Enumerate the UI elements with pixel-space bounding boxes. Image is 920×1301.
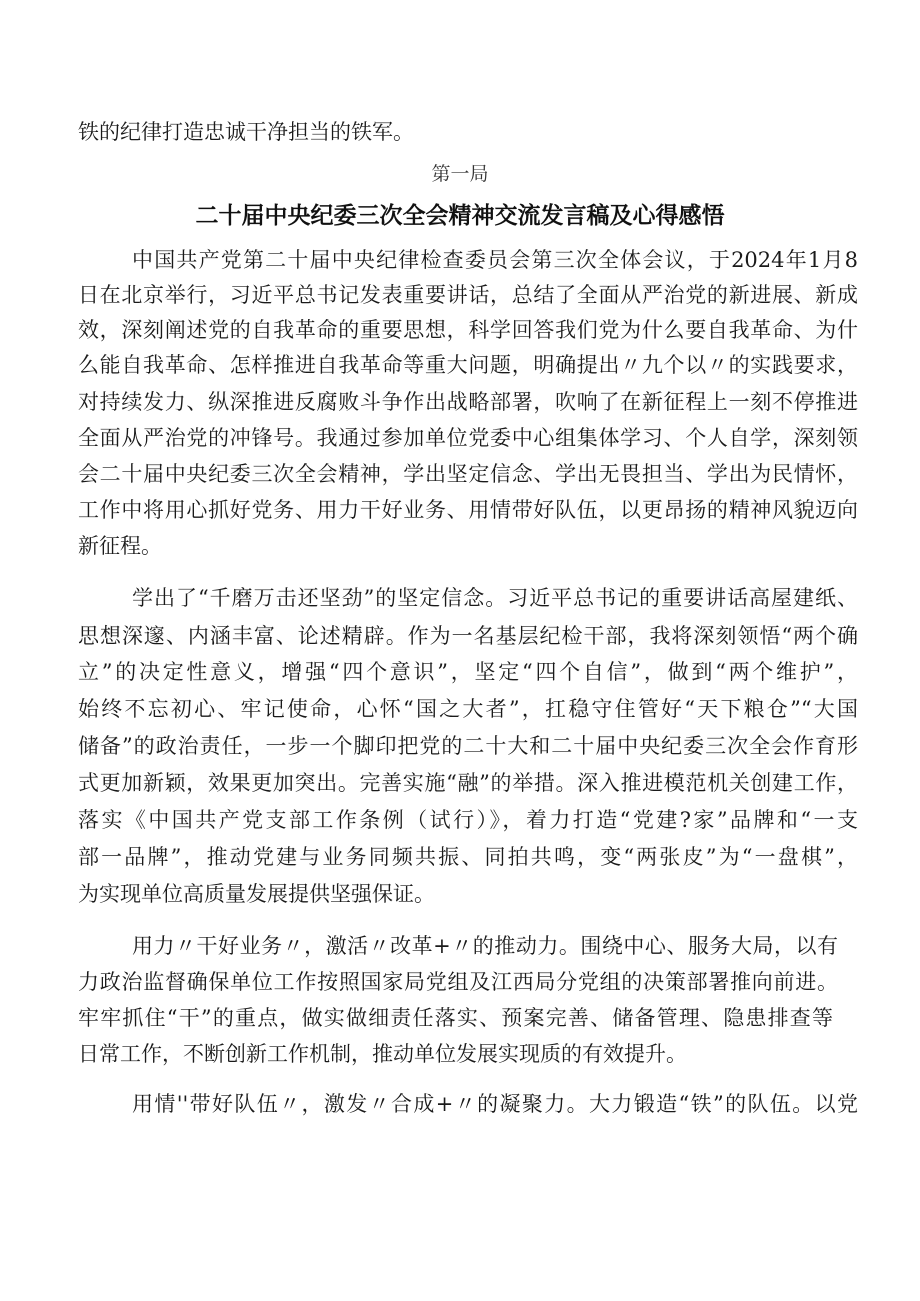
paragraph-line: 会二十届中央纪委三次全会精神，学出坚定信念、学出无畏担当、学出为民情怀，	[78, 462, 858, 486]
paragraph-line: 效，深刻阐述党的自我革命的重要思想，科学回答我们党为什么要自我革命、为什	[78, 318, 858, 342]
section-label: 第一局	[431, 163, 489, 185]
paragraph-line: 式更加新颖，效果更加突出。完善实施“融”的举措。深入推进模范机关创建工作，	[78, 771, 858, 795]
paragraph-line: 日在北京举行，习近平总书记发表重要讲话，总结了全面从严治党的新进展、新成	[78, 283, 858, 307]
carryover-line: 铁的纪律打造忠诚干净担当的铁军。	[78, 120, 414, 144]
paragraph-line: 始终不忘初心、牢记使命，心怀“国之大者”，扛稳守住管好“天下粮仓”“大国	[78, 697, 858, 721]
document-title: 二十届中央纪委三次全会精神交流发言稿及心得感悟	[195, 203, 725, 229]
paragraph-line: 力政治监督确保单位工作按照国家局党组及江西局分党组的决策部署推向前进。	[78, 970, 838, 994]
paragraph-line: 全面从严治党的冲锋号。我通过参加单位党委中心组集体学习、个人自学，深刻领	[78, 426, 858, 450]
paragraph-line: 工作中将用心抓好党务、用力干好业务、用情带好队伍，以更昂扬的精神风貌迈向	[78, 498, 858, 522]
paragraph-line: 思想深邃、内涵丰富、论述精辟。作为一名基层纪检干部，我将深刻领悟“两个确	[78, 624, 858, 648]
paragraph-line: 新征程。	[78, 534, 162, 558]
paragraph-line: 对持续发力、纵深推进反腐败斗争作出战略部署，吹响了在新征程上一刻不停推进	[78, 390, 858, 414]
paragraph-line: 部一品牌”，推动党建与业务同频共振、同拍共鸣，变“两张皮”为“一盘棋”，	[78, 845, 858, 869]
paragraph-line: 立”的决定性意义，增强“四个意识”，坚定“四个自信”，做到“两个维护”，	[78, 660, 858, 684]
paragraph-line: 落实《中国共产党支部工作条例（试行）》，着力打造“党建?家”品牌和“一支	[78, 808, 858, 832]
paragraph-line: 中国共产党第二十届中央纪律检查委员会第三次全体会议，于2024年1月8	[132, 248, 858, 272]
paragraph-line: 为实现单位高质量发展提供坚强保证。	[78, 882, 435, 906]
paragraph-line: 储备”的政治责任，一步一个脚印把党的二十大和二十届中央纪委三次全会作育形	[78, 734, 858, 758]
paragraph-line: 么能自我革命、怎样推进自我革命等重大问题，明确提出〃九个以〃的实践要求，	[78, 353, 858, 377]
paragraph-line: 用力〃干好业务〃，激活〃改革+〃的推动力。围绕中心、服务大局，以有	[132, 934, 838, 958]
paragraph-line: 日常工作，不断创新工作机制，推动单位发展实现质的有效提升。	[78, 1042, 687, 1066]
paragraph-line: 牢牢抓住“干”的重点，做实做细责任落实、预案完善、储备管理、隐患排查等	[78, 1006, 833, 1030]
paragraph-line: 用情''带好队伍〃，激发〃合成+〃的凝聚力。大力锻造“铁”的队伍。以党	[132, 1092, 858, 1116]
paragraph-line: 学出了“千磨万击还坚劲”的坚定信念。习近平总书记的重要讲话高屋建纸、	[132, 586, 858, 610]
